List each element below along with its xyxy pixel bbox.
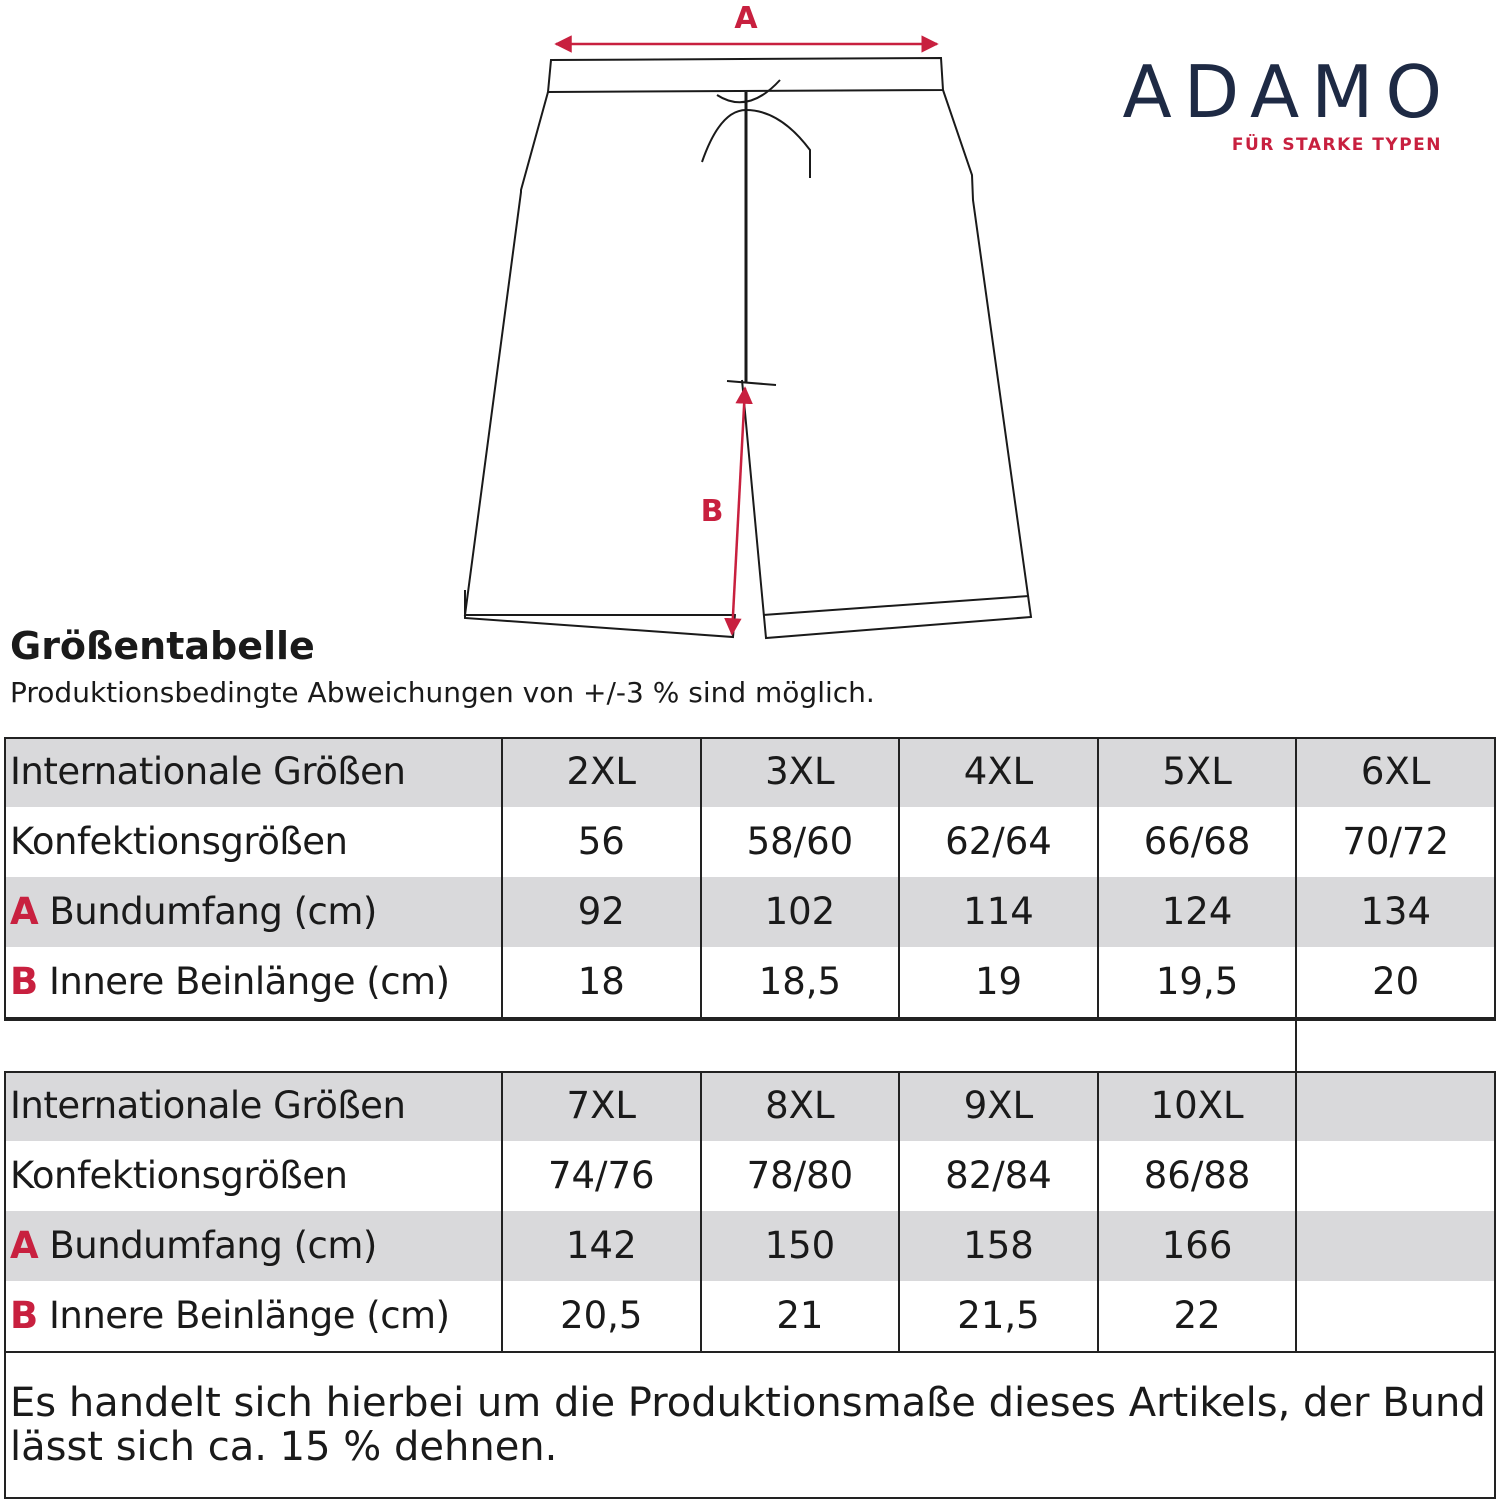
row-label [4, 737, 502, 807]
table-cell: 114 [899, 877, 1098, 947]
measure-arrow-b [701, 388, 745, 634]
row-label-text: Bundumfang (cm) [49, 1224, 377, 1267]
fly-seam [727, 92, 776, 385]
table-cell: 20,5 [502, 1281, 701, 1352]
size-table-2 [4, 1071, 1496, 1353]
table-cell: 20 [1296, 947, 1495, 1018]
table-cell [1296, 1211, 1495, 1281]
table-cell: 92 [502, 877, 701, 947]
row-label [4, 807, 502, 877]
footnote: Es handelt sich hierbei um die Produktionsmaße dieses Artikels, der Bund lässt sich ca. 15 % dehnen. [10, 1380, 1486, 1470]
table-cell: 7XL [502, 1071, 701, 1141]
table-cell: 82/84 [899, 1141, 1098, 1211]
table-cell: 9XL [899, 1071, 1098, 1141]
table-row [4, 1141, 1495, 1211]
row-label-text: Innere Beinlänge (cm) [48, 960, 450, 1003]
table-cell: 18 [502, 947, 701, 1018]
table-cell: 8XL [701, 1071, 900, 1141]
row-label-text: Internationale Größen [10, 750, 406, 793]
table-cell: 4XL [899, 737, 1098, 807]
page-subtitle: Produktionsbedingte Abweichungen von +/-3 % sind möglich. [10, 676, 875, 709]
table-cell [1296, 1281, 1495, 1352]
table-cell: 56 [502, 807, 701, 877]
table-cell: 166 [1098, 1211, 1297, 1281]
table-cell: 78/80 [701, 1141, 900, 1211]
table-cell: 21,5 [899, 1281, 1098, 1352]
table-cell: 19 [899, 947, 1098, 1018]
row-label [4, 1141, 502, 1211]
table-cell: 5XL [1098, 737, 1297, 807]
size-table-1 [4, 737, 1496, 1019]
table-cell: 158 [899, 1211, 1098, 1281]
table-cell: 62/64 [899, 807, 1098, 877]
table-cell [1296, 1141, 1495, 1211]
row-label-text: Internationale Größen [10, 1084, 406, 1127]
table-cell: 70/72 [1296, 807, 1495, 877]
table-row [4, 1071, 1495, 1141]
measure-letter: B [10, 1294, 38, 1337]
measure-letter: A [10, 890, 39, 933]
row-label [4, 1211, 502, 1281]
row-label-text: Innere Beinlänge (cm) [48, 1294, 450, 1337]
page-title: Größentabelle [10, 624, 315, 668]
table-cell: 22 [1098, 1281, 1297, 1352]
table-row [4, 1211, 1495, 1281]
measure-arrow-a [556, 1, 937, 44]
table-row [4, 807, 1495, 877]
table-row [4, 947, 1495, 1018]
table-cell: 2XL [502, 737, 701, 807]
row-label [4, 1071, 502, 1141]
table-cell: 18,5 [701, 947, 900, 1018]
divider-line [1295, 1019, 1297, 1071]
row-label-text: Konfektionsgrößen [10, 820, 348, 863]
brand-logo [1122, 50, 1454, 155]
table-cell: 102 [701, 877, 900, 947]
table-row [4, 737, 1495, 807]
table-cell: 3XL [701, 737, 900, 807]
row-label [4, 877, 502, 947]
table-cell: 142 [502, 1211, 701, 1281]
table-cell: 74/76 [502, 1141, 701, 1211]
table-row [4, 877, 1495, 947]
label-a: A [734, 1, 758, 36]
measure-letter: A [10, 1224, 39, 1267]
row-label [4, 947, 502, 1018]
table-cell [1296, 1071, 1495, 1141]
row-label [4, 1281, 502, 1352]
table-cell: 66/68 [1098, 807, 1297, 877]
table-row [4, 1281, 1495, 1352]
table-cell: 134 [1296, 877, 1495, 947]
table-cell: 19,5 [1098, 947, 1297, 1018]
row-label-text: Konfektionsgrößen [10, 1154, 348, 1197]
row-label-text: Bundumfang (cm) [49, 890, 377, 933]
table-cell: 21 [701, 1281, 900, 1352]
table-cell: 10XL [1098, 1071, 1297, 1141]
logo-tagline: FÜR STARKE TYPEN [1231, 135, 1442, 155]
measure-letter: B [10, 960, 38, 1003]
table-cell: 58/60 [701, 807, 900, 877]
table-cell: 6XL [1296, 737, 1495, 807]
shorts-outline [465, 58, 1031, 638]
table-cell: 150 [701, 1211, 900, 1281]
table-cell: 86/88 [1098, 1141, 1297, 1211]
table-cell: 124 [1098, 877, 1297, 947]
label-b: B [700, 494, 724, 529]
logo-wordmark: ADAMO [1122, 50, 1454, 134]
